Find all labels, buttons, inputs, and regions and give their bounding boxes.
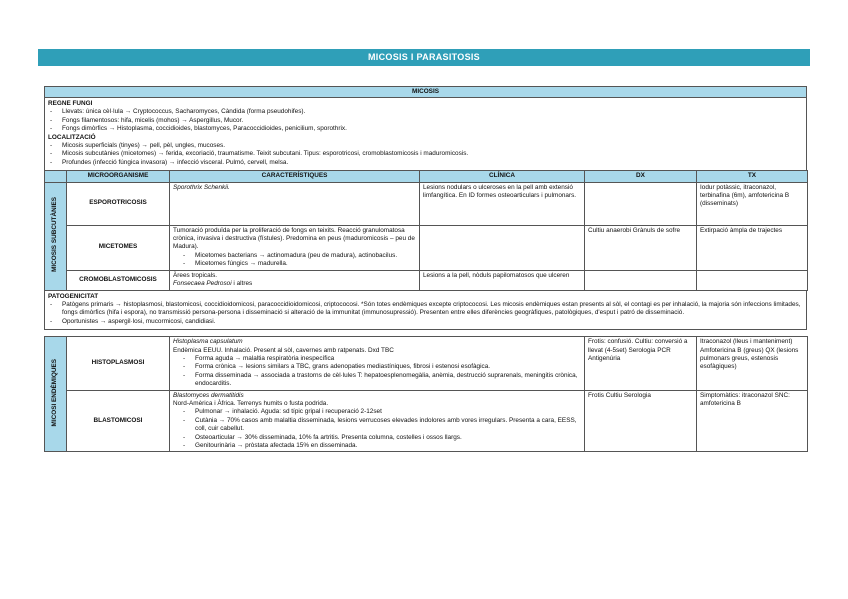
list-item: - Pulmonar → inhalació. Aguda: sd típic gripal i recuperació 2-12set [173, 408, 581, 416]
patogenicitat-block [44, 291, 807, 331]
intro-text: Endèmica EEUU. Inhalació. Present al sòl, cavernes amb ratpenats. Dxd TBC [173, 346, 394, 354]
header-dx: DX [585, 171, 697, 182]
list-item: - Forma crònica → lesions similars a TBC, grans adenopaties mediastíniques, fibrosi i estenosi esofàgica. [173, 363, 581, 371]
tx-cell: Simptomàtics: itraconazol SNC: amfotericina B [697, 390, 808, 452]
carac-cell [170, 270, 420, 290]
page-title: MICOSIS I PARASITOSIS [38, 49, 810, 66]
list-item: - Cutània → 70% casos amb malaltia disseminada, lesions verrucoses elevades indolores amb vores irregulars. Presenta a cara, EESS, coll, cuir cabellut. [173, 417, 581, 434]
table-row [45, 225, 808, 270]
carac-cell [170, 390, 585, 452]
tx-cell: Itraconazol (lleus i manteniment) Amfotericina B (greus) QX (lesions pulmonars greus, estenosis esofàgiques) [697, 337, 808, 390]
side-label-endemiques: MICOSI ENDÈMIQUES [45, 337, 67, 452]
clinica-cell [420, 225, 585, 270]
carac-rest: i altres [231, 280, 253, 288]
list-item: - Forma disseminada → associada a trastorns de cèl·lules T: hepatoesplenomegàlia, anèmia, destrucció suprarenals, meningitis crònica, endocarditis. [173, 372, 581, 389]
regne-heading: REGNE FUNGI [48, 100, 93, 107]
carac-line [173, 280, 416, 288]
list-item: - Micosis superficials (tinyes) → pell, pèl, ungles, mucoses. [48, 142, 803, 150]
carac-text: Tumoració produïda per la proliferació de fongs en teixits. Reacció granulomatosa crònica, invasiva i destructiva (fístules). Predomina en peus (maduromicosis – peu de Madura). [173, 226, 415, 251]
dx-cell [585, 270, 697, 290]
dx-cell [585, 182, 697, 225]
carac-list [173, 252, 416, 269]
org-micetomes: MICETOMES [67, 225, 170, 270]
intro-text: Nord-Amèrica i Àfrica. Terrenys humits o fusta podrida. [173, 399, 329, 407]
list-item: - Micetomes bacterians → actinomadura (peu de madura), actinobacilus. [173, 252, 416, 260]
tx-cell: Iodur potàssic, itraconazol, terbinafina (6m), amfotericina B (disseminats) [697, 182, 808, 225]
endemiques-table [44, 336, 808, 452]
document-body [44, 86, 807, 452]
dx-cell: Cultiu anaerobi Grànuls de sofre [585, 225, 697, 270]
list-item: - Micetomes fúngics → madurella. [173, 260, 416, 268]
table-row [45, 182, 808, 225]
localitzacio-list [48, 142, 803, 167]
header-caracteristiques: CARACTERÍSTIQUES [170, 171, 420, 182]
org-esporotricosis: ESPOROTRICOSIS [67, 182, 170, 225]
clinica-cell: Lesions a la pell, nòduls papilomatosos que ulceren [420, 270, 585, 290]
table-row [45, 337, 808, 390]
list-item: - Fongs dimòrfics → Histoplasma, coccidioides, blastomyces, Paracoccidioides, penicilium, sporothrix. [48, 125, 803, 133]
side-label-subcutanies: MICOSIS SUBCUTÀNIES [45, 182, 67, 290]
blasto-list [173, 408, 581, 450]
list-item: - Osteoarticular → 30% disseminada, 10% fa artritis. Presenta columna, costelles i ossos llargs. [173, 434, 581, 442]
list-item: - Forma aguda → malaltia respiratòria inespecífica [173, 355, 581, 363]
header-tx: TX [697, 171, 808, 182]
carac-line: Àrees tropicals. [173, 271, 218, 279]
table-row [45, 390, 808, 452]
list-item: - Llevats: única cèl·lula → Cryptococcus, Sacharomyces, Càndida (forma pseudohifes). [48, 108, 803, 116]
regne-localitzacio-block [44, 98, 807, 170]
species-name: Blastomyces dermatitidis [173, 391, 244, 399]
tx-cell: Extirpació àmpla de trajectes [697, 225, 808, 270]
org-cromoblastomicosis: CROMOBLASTOMICOSIS [67, 270, 170, 290]
table-header-row [45, 171, 808, 182]
list-item: - Patògens primaris → histoplasmosi, blastomicosi, coccidioidomicosi, paracoccidioidomicosi, criptococosi. *Són totes endèmiques excepte criptococosi. Les micosis endèmiques estan presents al sòl, el contagi es per inhalació, la majoria són infeccions limitades, fongs dimòrfics (hifa i espora), no transmissió persona-persona i disseminació si alteració de la immunitat (immunosupressió). Presenten entre elles diferències geogràfiques, patològiques, d'esput i patró de disseminació. [48, 301, 803, 318]
carac-cell [170, 337, 585, 390]
list-item: - Micosis subcutànies (micetomes) → ferida, excoriació, traumatisme. Teixit subcutani. Tipus: esporotricosi, cromoblastomicosis i maduromicosis. [48, 150, 803, 158]
section-header-micosis: MICOSIS [44, 86, 807, 98]
list-item: - Fongs filamentosos: hifa, micelis (mohos) → Aspergillus, Mucor. [48, 117, 803, 125]
clinica-cell: Lesions nodulars o ulceroses en la pell amb extensió limfangítica. En ID formes osteoarticulars i pulmonars. [420, 182, 585, 225]
dx-cell: Frotis Cultiu Serologia [585, 390, 697, 452]
regne-list [48, 108, 803, 133]
list-item: - Oportunistes → aspergil·losi, mucormicosi, candidiasi. [48, 318, 803, 326]
patogenicitat-heading: PATOGENICITAT [48, 292, 99, 300]
subcutanies-table [44, 170, 808, 290]
carac-cell: Sporothrix Schenkii. [170, 182, 420, 225]
org-blastomicosi: BLASTOMICOSI [67, 390, 170, 452]
list-item: - Profundes (infecció fúngica invasora) → infecció visceral. Pulmó, cervell, melsa. [48, 159, 803, 167]
table-row [45, 270, 808, 290]
localitzacio-heading: LOCALITZACIÓ [48, 133, 96, 141]
header-microorganisme: MICROORGANISME [67, 171, 170, 182]
tx-cell [697, 270, 808, 290]
carac-cell [170, 225, 420, 270]
histo-list [173, 355, 581, 389]
species-name: Histoplasma capsulatum [173, 338, 243, 346]
header-clinica: CLÍNICA [420, 171, 585, 182]
species-name: Fonsecaea Pedrosoi [173, 280, 232, 288]
dx-cell: Frotis: confusió. Cultiu: conversió a llevat (4-5set) Serologia PCR Antigenúria [585, 337, 697, 390]
patogenicitat-list [48, 301, 803, 326]
list-item: - Genitourinària → pròstata afectada 15% en disseminada. [173, 442, 581, 450]
org-histoplasmosi: HISTOPLASMOSI [67, 337, 170, 390]
